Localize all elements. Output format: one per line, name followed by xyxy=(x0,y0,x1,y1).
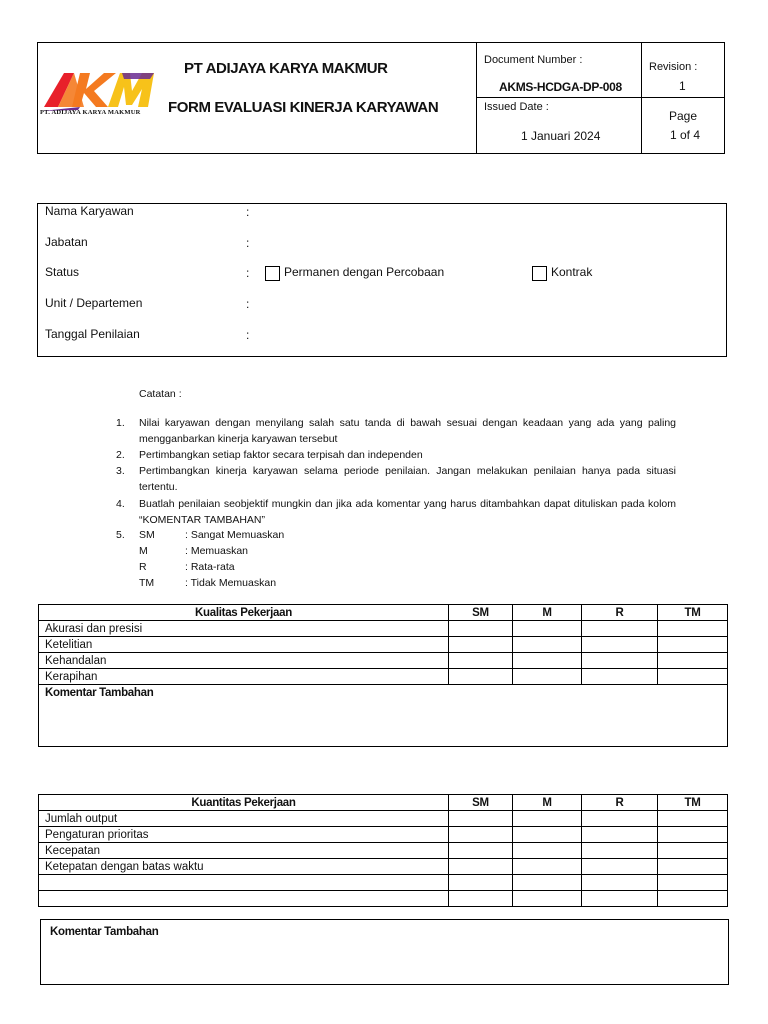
column-header-m: M xyxy=(513,795,582,811)
document-header xyxy=(37,42,725,154)
rating-cell-sm[interactable] xyxy=(449,875,513,891)
legend-desc: : Sangat Memuaskan xyxy=(185,529,285,541)
rating-cell-m[interactable] xyxy=(513,843,582,859)
note-text: Pertimbangkan kinerja karyawan selama periode penilaian. Jangan melakukan penilaian hanya pada situasi tertentu. xyxy=(139,465,676,493)
rating-cell-tm[interactable] xyxy=(658,843,728,859)
field-colon: : xyxy=(246,297,250,311)
field-label-nama: Nama Karyawan xyxy=(45,204,134,218)
rating-cell-tm[interactable] xyxy=(658,859,728,875)
komentar-tambahan-label: Komentar Tambahan xyxy=(50,926,159,938)
form-title: FORM EVALUASI KINERJA KARYAWAN xyxy=(168,99,439,116)
table-row xyxy=(39,653,728,669)
comment-row[interactable] xyxy=(39,685,728,747)
table-row xyxy=(39,811,728,827)
column-header-m: M xyxy=(513,605,582,621)
note-number: 5. xyxy=(116,529,125,541)
rating-cell-sm[interactable] xyxy=(449,811,513,827)
rating-cell-sm[interactable] xyxy=(449,653,513,669)
status-kontrak-checkbox[interactable] xyxy=(532,266,547,281)
table-header-row xyxy=(39,795,728,811)
rating-cell-sm[interactable] xyxy=(449,621,513,637)
rating-cell-r[interactable] xyxy=(582,891,658,907)
rating-cell-sm[interactable] xyxy=(449,827,513,843)
company-logo xyxy=(40,69,162,133)
rating-cell-sm[interactable] xyxy=(449,637,513,653)
note-number: 4. xyxy=(116,498,125,510)
header-divider xyxy=(476,43,477,153)
rating-cell-r[interactable] xyxy=(582,811,658,827)
field-colon: : xyxy=(246,266,250,280)
rating-cell-m[interactable] xyxy=(513,669,582,685)
table-row xyxy=(39,621,728,637)
criteria-label: Jumlah output xyxy=(39,811,449,827)
table-row xyxy=(39,891,728,907)
criteria-label xyxy=(39,891,449,907)
issued-date: 1 Januari 2024 xyxy=(521,129,601,143)
field-label-status: Status xyxy=(45,265,80,279)
criteria-label xyxy=(39,875,449,891)
table-row xyxy=(39,637,728,653)
kuantitas-table xyxy=(38,794,728,907)
table-row xyxy=(39,669,728,685)
status-kontrak-label: Kontrak xyxy=(551,265,593,279)
criteria-label: Ketepatan dengan batas waktu xyxy=(39,859,449,875)
rating-cell-r[interactable] xyxy=(582,827,658,843)
rating-cell-r[interactable] xyxy=(582,843,658,859)
legend-code: M xyxy=(139,545,148,557)
criteria-label: Kerapihan xyxy=(39,669,449,685)
company-name: PT ADIJAYA KARYA MAKMUR xyxy=(184,60,388,77)
rating-cell-m[interactable] xyxy=(513,621,582,637)
table-row xyxy=(39,875,728,891)
rating-cell-sm[interactable] xyxy=(449,859,513,875)
rating-cell-tm[interactable] xyxy=(658,637,728,653)
document-number: AKMS-HCDGA-DP-008 xyxy=(499,80,622,94)
note-text: Buatlah penilaian seobjektif mungkin dan jika ada komentar yang harus ditambahkan dapat dituliskan pada kolom “KOMENTAR TAMBAHAN” xyxy=(139,498,676,526)
rating-cell-tm[interactable] xyxy=(658,669,728,685)
rating-cell-m[interactable] xyxy=(513,875,582,891)
document-number-label: Document Number : xyxy=(484,54,583,66)
table-row xyxy=(39,827,728,843)
criteria-label: Akurasi dan presisi xyxy=(39,621,449,637)
rating-cell-m[interactable] xyxy=(513,827,582,843)
criteria-label: Kehandalan xyxy=(39,653,449,669)
revision-value: 1 xyxy=(679,79,686,93)
rating-cell-r[interactable] xyxy=(582,875,658,891)
table-title: Kualitas Pekerjaan xyxy=(39,605,449,621)
rating-cell-m[interactable] xyxy=(513,653,582,669)
table-row xyxy=(39,843,728,859)
field-colon: : xyxy=(246,328,250,342)
rating-cell-r[interactable] xyxy=(582,621,658,637)
rating-cell-r[interactable] xyxy=(582,669,658,685)
note-number: 3. xyxy=(116,465,125,477)
note-number: 1. xyxy=(116,417,125,429)
legend-code: R xyxy=(139,561,147,573)
kualitas-table xyxy=(38,604,728,747)
rating-cell-m[interactable] xyxy=(513,891,582,907)
note-text: Nilai karyawan dengan menyilang salah satu tanda di bawah sesuai dengan keadaan yang ada yang paling mengganbarkan kinerja karyawan tersebut xyxy=(139,417,676,445)
notes-title: Catatan : xyxy=(139,388,182,400)
rating-cell-sm[interactable] xyxy=(449,891,513,907)
criteria-label: Kecepatan xyxy=(39,843,449,859)
rating-cell-tm[interactable] xyxy=(658,621,728,637)
field-label-jabatan: Jabatan xyxy=(45,235,88,249)
legend-desc: : Memuaskan xyxy=(185,545,249,557)
rating-cell-sm[interactable] xyxy=(449,669,513,685)
rating-cell-r[interactable] xyxy=(582,859,658,875)
revision-label: Revision : xyxy=(649,61,698,73)
note-text: Pertimbangkan setiap faktor secara terpisah dan independen xyxy=(139,449,423,461)
komentar-tambahan-label[interactable]: Komentar Tambahan xyxy=(39,685,728,747)
rating-cell-r[interactable] xyxy=(582,653,658,669)
legend-code: TM xyxy=(139,577,155,589)
komentar-tambahan-box[interactable] xyxy=(40,919,729,985)
rating-cell-tm[interactable] xyxy=(658,827,728,843)
rating-cell-r[interactable] xyxy=(582,637,658,653)
criteria-label: Pengaturan prioritas xyxy=(39,827,449,843)
status-permanen-checkbox[interactable] xyxy=(265,266,280,281)
table-header-row xyxy=(39,605,728,621)
legend-desc: : Rata-rata xyxy=(185,561,235,573)
rating-cell-tm[interactable] xyxy=(658,653,728,669)
column-header-r: R xyxy=(582,605,658,621)
rating-cell-m[interactable] xyxy=(513,811,582,827)
column-header-tm: TM xyxy=(658,795,728,811)
rating-cell-sm[interactable] xyxy=(449,843,513,859)
column-header-r: R xyxy=(582,795,658,811)
legend-desc: : Tidak Memuaskan xyxy=(185,577,277,589)
status-permanen-label: Permanen dengan Percobaan xyxy=(284,265,445,279)
header-divider xyxy=(641,43,642,153)
page-label: Page xyxy=(669,109,698,123)
column-header-sm: SM xyxy=(449,605,513,621)
table-title: Kuantitas Pekerjaan xyxy=(39,795,449,811)
issued-date-label: Issued Date : xyxy=(484,101,549,113)
rating-cell-tm[interactable] xyxy=(658,875,728,891)
page-number: 1 of 4 xyxy=(670,128,701,142)
logo-caption: PT. ADIJAYA KARYA MAKMUR xyxy=(40,109,141,116)
rating-cell-m[interactable] xyxy=(513,637,582,653)
rating-cell-tm[interactable] xyxy=(658,811,728,827)
header-divider xyxy=(476,97,724,98)
rating-cell-tm[interactable] xyxy=(658,891,728,907)
column-header-sm: SM xyxy=(449,795,513,811)
criteria-label: Ketelitian xyxy=(39,637,449,653)
note-number: 2. xyxy=(116,449,125,461)
field-label-unit: Unit / Departemen xyxy=(45,296,143,310)
column-header-tm: TM xyxy=(658,605,728,621)
employee-info-box xyxy=(37,203,727,357)
field-colon: : xyxy=(246,236,250,250)
table-row xyxy=(39,859,728,875)
field-label-tanggal: Tanggal Penilaian xyxy=(45,327,140,341)
rating-cell-m[interactable] xyxy=(513,859,582,875)
field-colon: : xyxy=(246,205,250,219)
legend-code: SM xyxy=(139,529,155,541)
